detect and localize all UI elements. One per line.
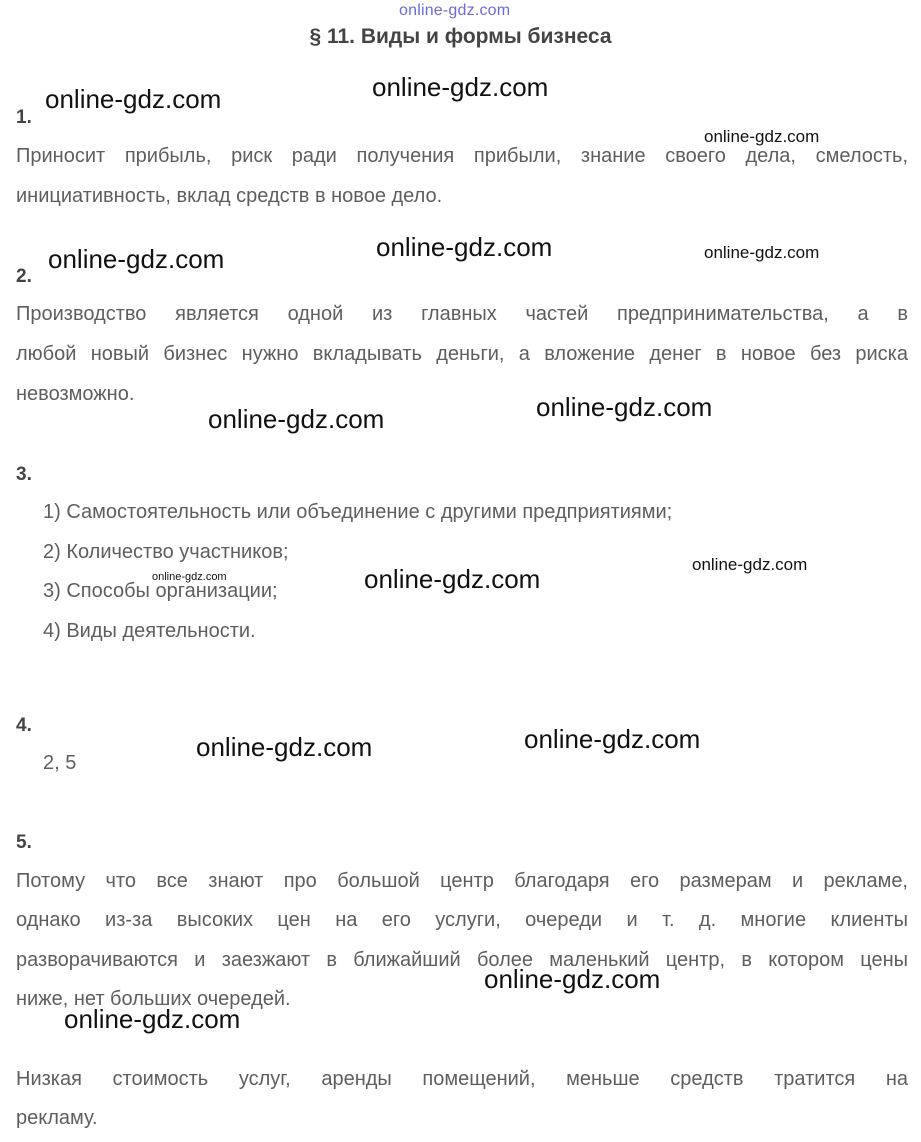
watermark: online-gdz.com (692, 555, 808, 574)
watermark: online-gdz.com (64, 1004, 241, 1034)
section-2-line-1: Производство является одной из главных частей предпринимательства, а в (16, 303, 908, 325)
section-2-line-3: невозможно. (16, 383, 135, 405)
section-5-line-1: Потому что все знают про большой центр благодаря его размерам и рекламе, (16, 870, 908, 892)
section-5-number: 5. (16, 832, 32, 853)
watermark: online-gdz.com (524, 724, 701, 754)
watermark: online-gdz.com (364, 564, 541, 594)
section-2-line-2: любой новый бизнес нужно вкладывать деньги, а вложение денег в новое без риска (16, 343, 908, 365)
watermark: online-gdz.com (45, 84, 222, 114)
section-3-item-3: 3) Способы организации; (43, 580, 278, 602)
section-4-answer: 2, 5 (43, 752, 77, 774)
section-5-line-2: однако из-за высоких цен на его услуги, очереди и т. д. многие клиенты (16, 909, 908, 931)
header-watermark: online-gdz.com (399, 2, 511, 19)
section-3-number: 3. (16, 464, 32, 485)
watermark: online-gdz.com (704, 243, 820, 262)
watermark: online-gdz.com (704, 127, 820, 146)
watermark: online-gdz.com (48, 244, 225, 274)
section-5-line-3: разворачиваются и заезжают в ближайший более маленький центр, в котором цены (16, 949, 908, 971)
watermark: online-gdz.com (536, 392, 713, 422)
watermark: online-gdz.com (376, 232, 553, 262)
section-5-line-4: ниже, нет больших очередей. (16, 988, 291, 1010)
section-1-line-1: Приносит прибыль, риск ради получения прибыли, знание своего дела, смелость, (16, 145, 908, 167)
watermark: online-gdz.com (196, 732, 373, 762)
watermark: online-gdz.com (484, 964, 661, 994)
section-5-extra-line-1: Низкая стоимость услуг, аренды помещений, меньше средств тратится на (16, 1068, 908, 1090)
section-1-number: 1. (16, 107, 32, 128)
section-4-number: 4. (16, 715, 32, 736)
section-2-number: 2. (16, 266, 32, 287)
section-3-item-2: 2) Количество участников; (43, 541, 289, 563)
watermark: online-gdz.com (372, 72, 549, 102)
section-3-item-1: 1) Самостоятельность или объединение с другими предприятиями; (43, 501, 673, 523)
page-title: § 11. Виды и формы бизнеса (309, 25, 612, 48)
section-5-extra-line-2: рекламу. (16, 1107, 98, 1129)
section-1-line-2: инициативность, вклад средств в новое дело. (16, 185, 443, 207)
section-3-item-4: 4) Виды деятельности. (43, 620, 256, 642)
watermark: online-gdz.com (208, 404, 385, 434)
watermark: online-gdz.com (152, 571, 227, 583)
